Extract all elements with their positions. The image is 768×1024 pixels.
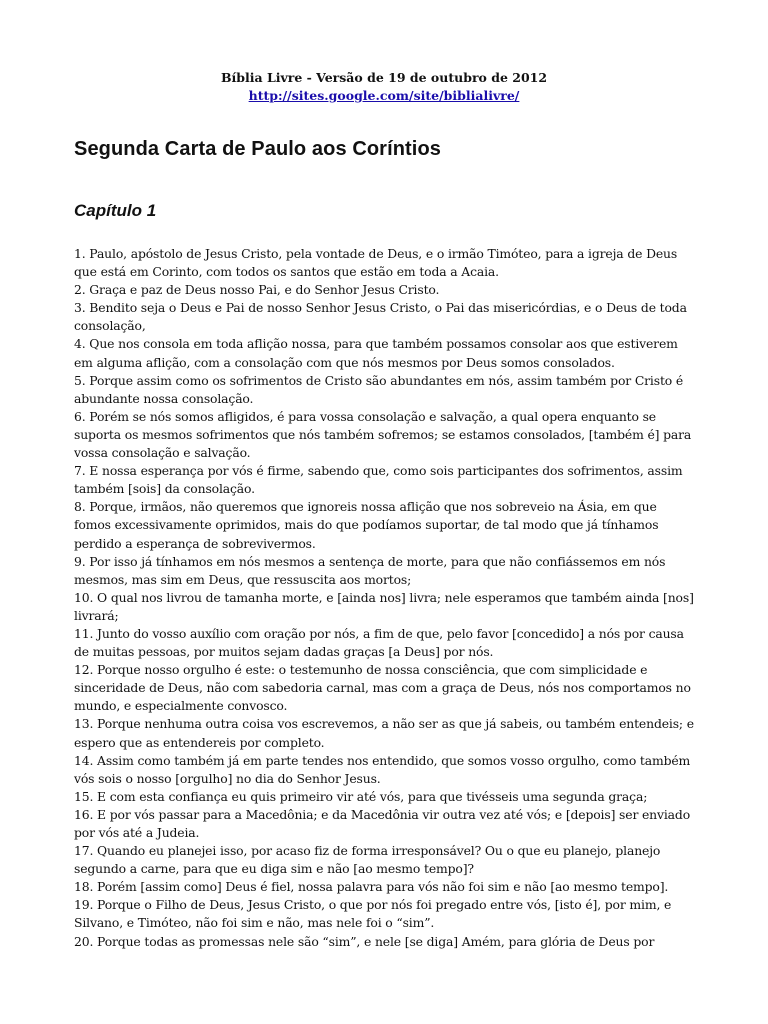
verse: 6. Porém se nós somos afligidos, é para vossa consolação e salvação, a qual opera enquanto se suporta os mesmos sofrimentos que nós também sofremos; se estamos consolados, [também é] para vossa consolação e salvação. xyxy=(74,408,692,461)
document-header xyxy=(0,69,768,105)
verse: 11. Junto do vosso auxílio com oração por nós, a fim de que, pelo favor [concedido] a nós por causa de muitas pessoas, por muitos sejam dadas graças [a Deus] por nós. xyxy=(74,625,684,660)
verse: 15. E com esta confiança eu quis primeiro vir até vós, para que tivésseis uma segunda graça; xyxy=(74,788,648,804)
source-link[interactable]: http://sites.google.com/site/biblialivre/ xyxy=(248,88,520,103)
verse: 13. Porque nenhuma outra coisa vos escrevemos, a não ser as que já sabeis, ou também entendeis; e espero que as entendereis por completo. xyxy=(74,716,694,750)
verse: 17. Quando eu planejei isso, por acaso fiz de forma irresponsável? Ou o que eu planejo, planejo segundo a carne, para que eu diga sim e não [ao mesmo tempo]? xyxy=(74,843,661,877)
document-title: Segunda Carta de Paulo aos Coríntios xyxy=(74,138,441,160)
verse: 9. Por isso já tínhamos em nós mesmos a sentença de morte, para que não confiássemos em nós mesmos, mas sim em Deus, que ressuscita aos mortos; xyxy=(74,553,666,587)
verse: 1. Paulo, apóstolo de Jesus Cristo, pela vontade de Deus, e o irmão Timóteo, para a igreja de Deus que está em Corinto, com todos os santos que estão em toda a Acaia. xyxy=(74,246,678,280)
verse: 16. E por vós passar para a Macedônia; e da Macedônia vir outra vez até vós; e [depois] ser enviado por vós até a Judeia. xyxy=(74,806,691,840)
verse: 7. E nossa esperança por vós é firme, sabendo que, como sois participantes dos sofrimentos, assim também [sois] da consolação. xyxy=(74,463,683,497)
verse-list xyxy=(74,245,696,951)
source-line: Bíblia Livre - Versão de 19 de outubro de 2012 xyxy=(220,70,548,85)
chapter-heading: Capítulo 1 xyxy=(74,201,157,220)
verse: 2. Graça e paz de Deus nosso Pai, e do Senhor Jesus Cristo. xyxy=(74,282,440,298)
verse: 10. O qual nos livrou de tamanha morte, e [ainda nos] livra; nele esperamos que também ainda [nos] livrará; xyxy=(74,589,694,623)
verse: 20. Porque todas as promessas nele são “sim”, e nele [se diga] Amém, para glória de Deus por xyxy=(74,933,655,949)
verse: 5. Porque assim como os sofrimentos de Cristo são abundantes em nós, assim também por Cristo é abundante nossa consolação. xyxy=(74,372,684,406)
verse: 18. Porém [assim como] Deus é fiel, nossa palavra para vós não foi sim e não [ao mesmo tempo]. xyxy=(74,879,669,895)
verse: 8. Porque, irmãos, não queremos que ignoreis nossa aflição que nos sobreveio na Ásia, em que fomos excessivamente oprimidos, mais do que podíamos suportar, de tal modo que já tínhamos perdido a esperança de sobrevivermos. xyxy=(74,499,659,551)
verse: 3. Bendito seja o Deus e Pai de nosso Senhor Jesus Cristo, o Pai das misericórdias, e o Deus de toda consolação, xyxy=(74,300,687,334)
verse: 19. Porque o Filho de Deus, Jesus Cristo, o que por nós foi pregado entre vós, [isto é], por mim, e Silvano, e Timóteo, não foi sim e não, mas nele foi o “sim”. xyxy=(74,897,672,931)
verse: 14. Assim como também já em parte tendes nos entendido, que somos vosso orgulho, como também vós sois o nosso [orgulho] no dia do Senhor Jesus. xyxy=(74,752,691,786)
verse: 4. Que nos consola em toda aflição nossa, para que também possamos consolar aos que estiverem em alguma aflição, com a consolação com que nós mesmos por Deus somos consolados. xyxy=(74,336,678,370)
verse: 12. Porque nosso orgulho é este: o testemunho de nossa consciência, que com simplicidade e sinceridade de Deus, não com sabedoria carnal, mas com a graça de Deus, nós nos comportamos no mundo, e especialmente convosco. xyxy=(74,662,691,714)
